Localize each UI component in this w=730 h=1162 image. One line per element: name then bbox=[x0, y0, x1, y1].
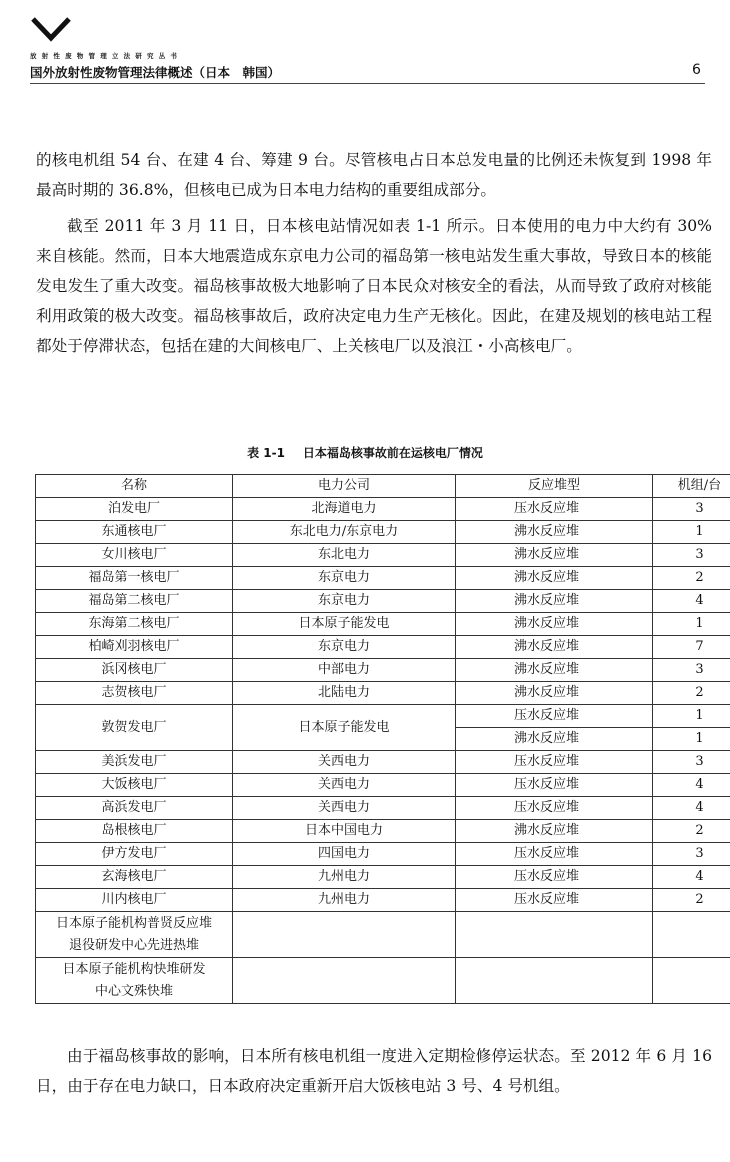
cell-units: 3 bbox=[653, 544, 730, 567]
table-row bbox=[36, 659, 730, 682]
cell-type: 压水反应堆 bbox=[456, 797, 653, 820]
cell-name: 浜冈核电厂 bbox=[36, 659, 233, 682]
cell-units: 3 bbox=[653, 751, 730, 774]
paragraph-2: 截至 2011 年 3 月 11 日，日本核电站情况如表 1-1 所示。日本使用的电力中大约有 30% 来自核能。然而，日本大地震造成东京电力公司的福岛第一核电站发生重大事故，导致日本的核能发电发生了重大改变。福岛核事故极大地影响了日本民众对核安全的看法，从而导致了政府对核能利用政策的极大改变。福岛核事故后，政府决定电力生产无核化。因此，在建及规划的核电站工程都处于停滞状态，包括在建的大间核电厂、上关核电厂以及浪江・小高核电厂。 bbox=[36, 217, 712, 355]
header-type: 反应堆型 bbox=[456, 475, 653, 498]
cell-units: 4 bbox=[653, 590, 730, 613]
table-caption-label: 表 1-1 bbox=[247, 446, 285, 460]
cell-name: 泊发电厂 bbox=[36, 498, 233, 521]
cell-company: 北陆电力 bbox=[233, 682, 456, 705]
cell-name: 大饭核电厂 bbox=[36, 774, 233, 797]
cell-company: 九州电力 bbox=[233, 889, 456, 912]
cell-name-line: 日本原子能机构快堆研发 bbox=[62, 961, 206, 977]
cell-units: 1 bbox=[653, 705, 730, 728]
table-row bbox=[36, 590, 730, 613]
cell-name bbox=[36, 912, 233, 958]
cell-name bbox=[36, 958, 233, 1004]
paragraph-3: 由于福岛核事故的影响，日本所有核电机组一度进入定期检修停运状态。至 2012 年 6 月 16 日，由于存在电力缺口，日本政府决定重新开启大饭核电站 3 号、4 号机组。 bbox=[36, 1047, 712, 1095]
cell-company: 东北电力 bbox=[233, 544, 456, 567]
cell-type: 沸水反应堆 bbox=[456, 521, 653, 544]
cell-type: 压水反应堆 bbox=[456, 774, 653, 797]
cell-type bbox=[456, 958, 653, 1004]
table-header-row bbox=[36, 475, 730, 498]
cell-company: 关西电力 bbox=[233, 751, 456, 774]
cell-company bbox=[233, 912, 456, 958]
cell-units: 4 bbox=[653, 774, 730, 797]
cell-company: 九州电力 bbox=[233, 866, 456, 889]
series-title: 放射性废物管理立法研究丛书 bbox=[30, 52, 183, 60]
cell-units: 3 bbox=[653, 498, 730, 521]
cell-units: 4 bbox=[653, 866, 730, 889]
cell-type: 沸水反应堆 bbox=[456, 636, 653, 659]
cell-name: 高浜发电厂 bbox=[36, 797, 233, 820]
cell-company: 东京电力 bbox=[233, 567, 456, 590]
table-row bbox=[36, 613, 730, 636]
cell-units: 2 bbox=[653, 889, 730, 912]
cell-type: 压水反应堆 bbox=[456, 498, 653, 521]
cell-name: 女川核电厂 bbox=[36, 544, 233, 567]
cell-units: 2 bbox=[653, 682, 730, 705]
table-row bbox=[36, 889, 730, 912]
cell-name: 伊方发电厂 bbox=[36, 843, 233, 866]
cell-name: 福岛第一核电厂 bbox=[36, 567, 233, 590]
cell-units: 1 bbox=[653, 613, 730, 636]
cell-name: 福岛第二核电厂 bbox=[36, 590, 233, 613]
cell-company bbox=[233, 958, 456, 1004]
cell-company: 北海道电力 bbox=[233, 498, 456, 521]
cell-company: 关西电力 bbox=[233, 774, 456, 797]
header-units: 机组/台 bbox=[653, 475, 730, 498]
cell-type: 沸水反应堆 bbox=[456, 682, 653, 705]
cell-company: 关西电力 bbox=[233, 797, 456, 820]
cell-units: 2 bbox=[653, 567, 730, 590]
book-title: 国外放射性废物管理法律概述（日本 韩国） bbox=[30, 65, 281, 80]
cell-name: 东海第二核电厂 bbox=[36, 613, 233, 636]
reactor-table bbox=[35, 474, 730, 1004]
table-row bbox=[36, 774, 730, 797]
cell-company: 日本中国电力 bbox=[233, 820, 456, 843]
cell-type: 压水反应堆 bbox=[456, 866, 653, 889]
paragraph-1: 的核电机组 54 台、在建 4 台、筹建 9 台。尽管核电占日本总发电量的比例还未恢复到 1998 年最高时期的 36.8%，但核电已成为日本电力结构的重要组成部分。 bbox=[36, 151, 712, 199]
table-row bbox=[36, 682, 730, 705]
header-name: 名称 bbox=[36, 475, 233, 498]
cell-type: 压水反应堆 bbox=[456, 889, 653, 912]
cell-name-line: 日本原子能机构普贤反应堆 bbox=[55, 915, 212, 931]
page-number: 6 bbox=[692, 62, 701, 78]
cell-company: 中部电力 bbox=[233, 659, 456, 682]
table-row bbox=[36, 820, 730, 843]
cell-type: 沸水反应堆 bbox=[456, 544, 653, 567]
cell-units: 2 bbox=[653, 820, 730, 843]
cell-name: 柏崎刈羽核电厂 bbox=[36, 636, 233, 659]
cell-units bbox=[653, 958, 730, 1004]
cell-name: 东通核电厂 bbox=[36, 521, 233, 544]
header-divider bbox=[30, 83, 705, 84]
table-row bbox=[36, 567, 730, 590]
table-row bbox=[36, 498, 730, 521]
cell-type: 压水反应堆 bbox=[456, 843, 653, 866]
cell-units: 3 bbox=[653, 659, 730, 682]
cell-units bbox=[653, 912, 730, 958]
cell-type bbox=[456, 912, 653, 958]
cell-type: 沸水反应堆 bbox=[456, 613, 653, 636]
cell-name: 岛根核电厂 bbox=[36, 820, 233, 843]
header-company: 电力公司 bbox=[233, 475, 456, 498]
table-row bbox=[36, 866, 730, 889]
table-row bbox=[36, 521, 730, 544]
table-row bbox=[36, 958, 730, 1004]
table-row bbox=[36, 705, 730, 728]
table-row bbox=[36, 797, 730, 820]
cell-name: 美浜发电厂 bbox=[36, 751, 233, 774]
cell-company: 东北电力/东京电力 bbox=[233, 521, 456, 544]
cell-name: 玄海核电厂 bbox=[36, 866, 233, 889]
cell-units: 1 bbox=[653, 521, 730, 544]
table-caption bbox=[0, 444, 730, 461]
table-row bbox=[36, 843, 730, 866]
cell-name: 敦贺发电厂 bbox=[36, 705, 233, 751]
cell-company: 东京电力 bbox=[233, 590, 456, 613]
table-row bbox=[36, 544, 730, 567]
cell-units: 4 bbox=[653, 797, 730, 820]
cell-type: 压水反应堆 bbox=[456, 705, 653, 728]
cell-type: 沸水反应堆 bbox=[456, 567, 653, 590]
cell-name-line: 退役研发中心先进热堆 bbox=[68, 937, 199, 953]
cell-type: 压水反应堆 bbox=[456, 751, 653, 774]
cell-company: 四国电力 bbox=[233, 843, 456, 866]
cell-company: 日本原子能发电 bbox=[233, 613, 456, 636]
table-row bbox=[36, 751, 730, 774]
table-row bbox=[36, 912, 730, 958]
table-caption-text: 日本福岛核事故前在运核电厂情况 bbox=[302, 446, 483, 460]
cell-type: 沸水反应堆 bbox=[456, 590, 653, 613]
cell-type: 沸水反应堆 bbox=[456, 728, 653, 751]
cell-company: 东京电力 bbox=[233, 636, 456, 659]
cell-name: 志贺核电厂 bbox=[36, 682, 233, 705]
cell-name: 川内核电厂 bbox=[36, 889, 233, 912]
cell-units: 7 bbox=[653, 636, 730, 659]
cell-units: 3 bbox=[653, 843, 730, 866]
chevron-logo-icon bbox=[30, 16, 72, 42]
cell-company: 日本原子能发电 bbox=[233, 705, 456, 751]
table-row bbox=[36, 636, 730, 659]
cell-type: 沸水反应堆 bbox=[456, 659, 653, 682]
cell-type: 沸水反应堆 bbox=[456, 820, 653, 843]
cell-units: 1 bbox=[653, 728, 730, 751]
cell-name-line: 中心文殊快堆 bbox=[94, 983, 173, 999]
